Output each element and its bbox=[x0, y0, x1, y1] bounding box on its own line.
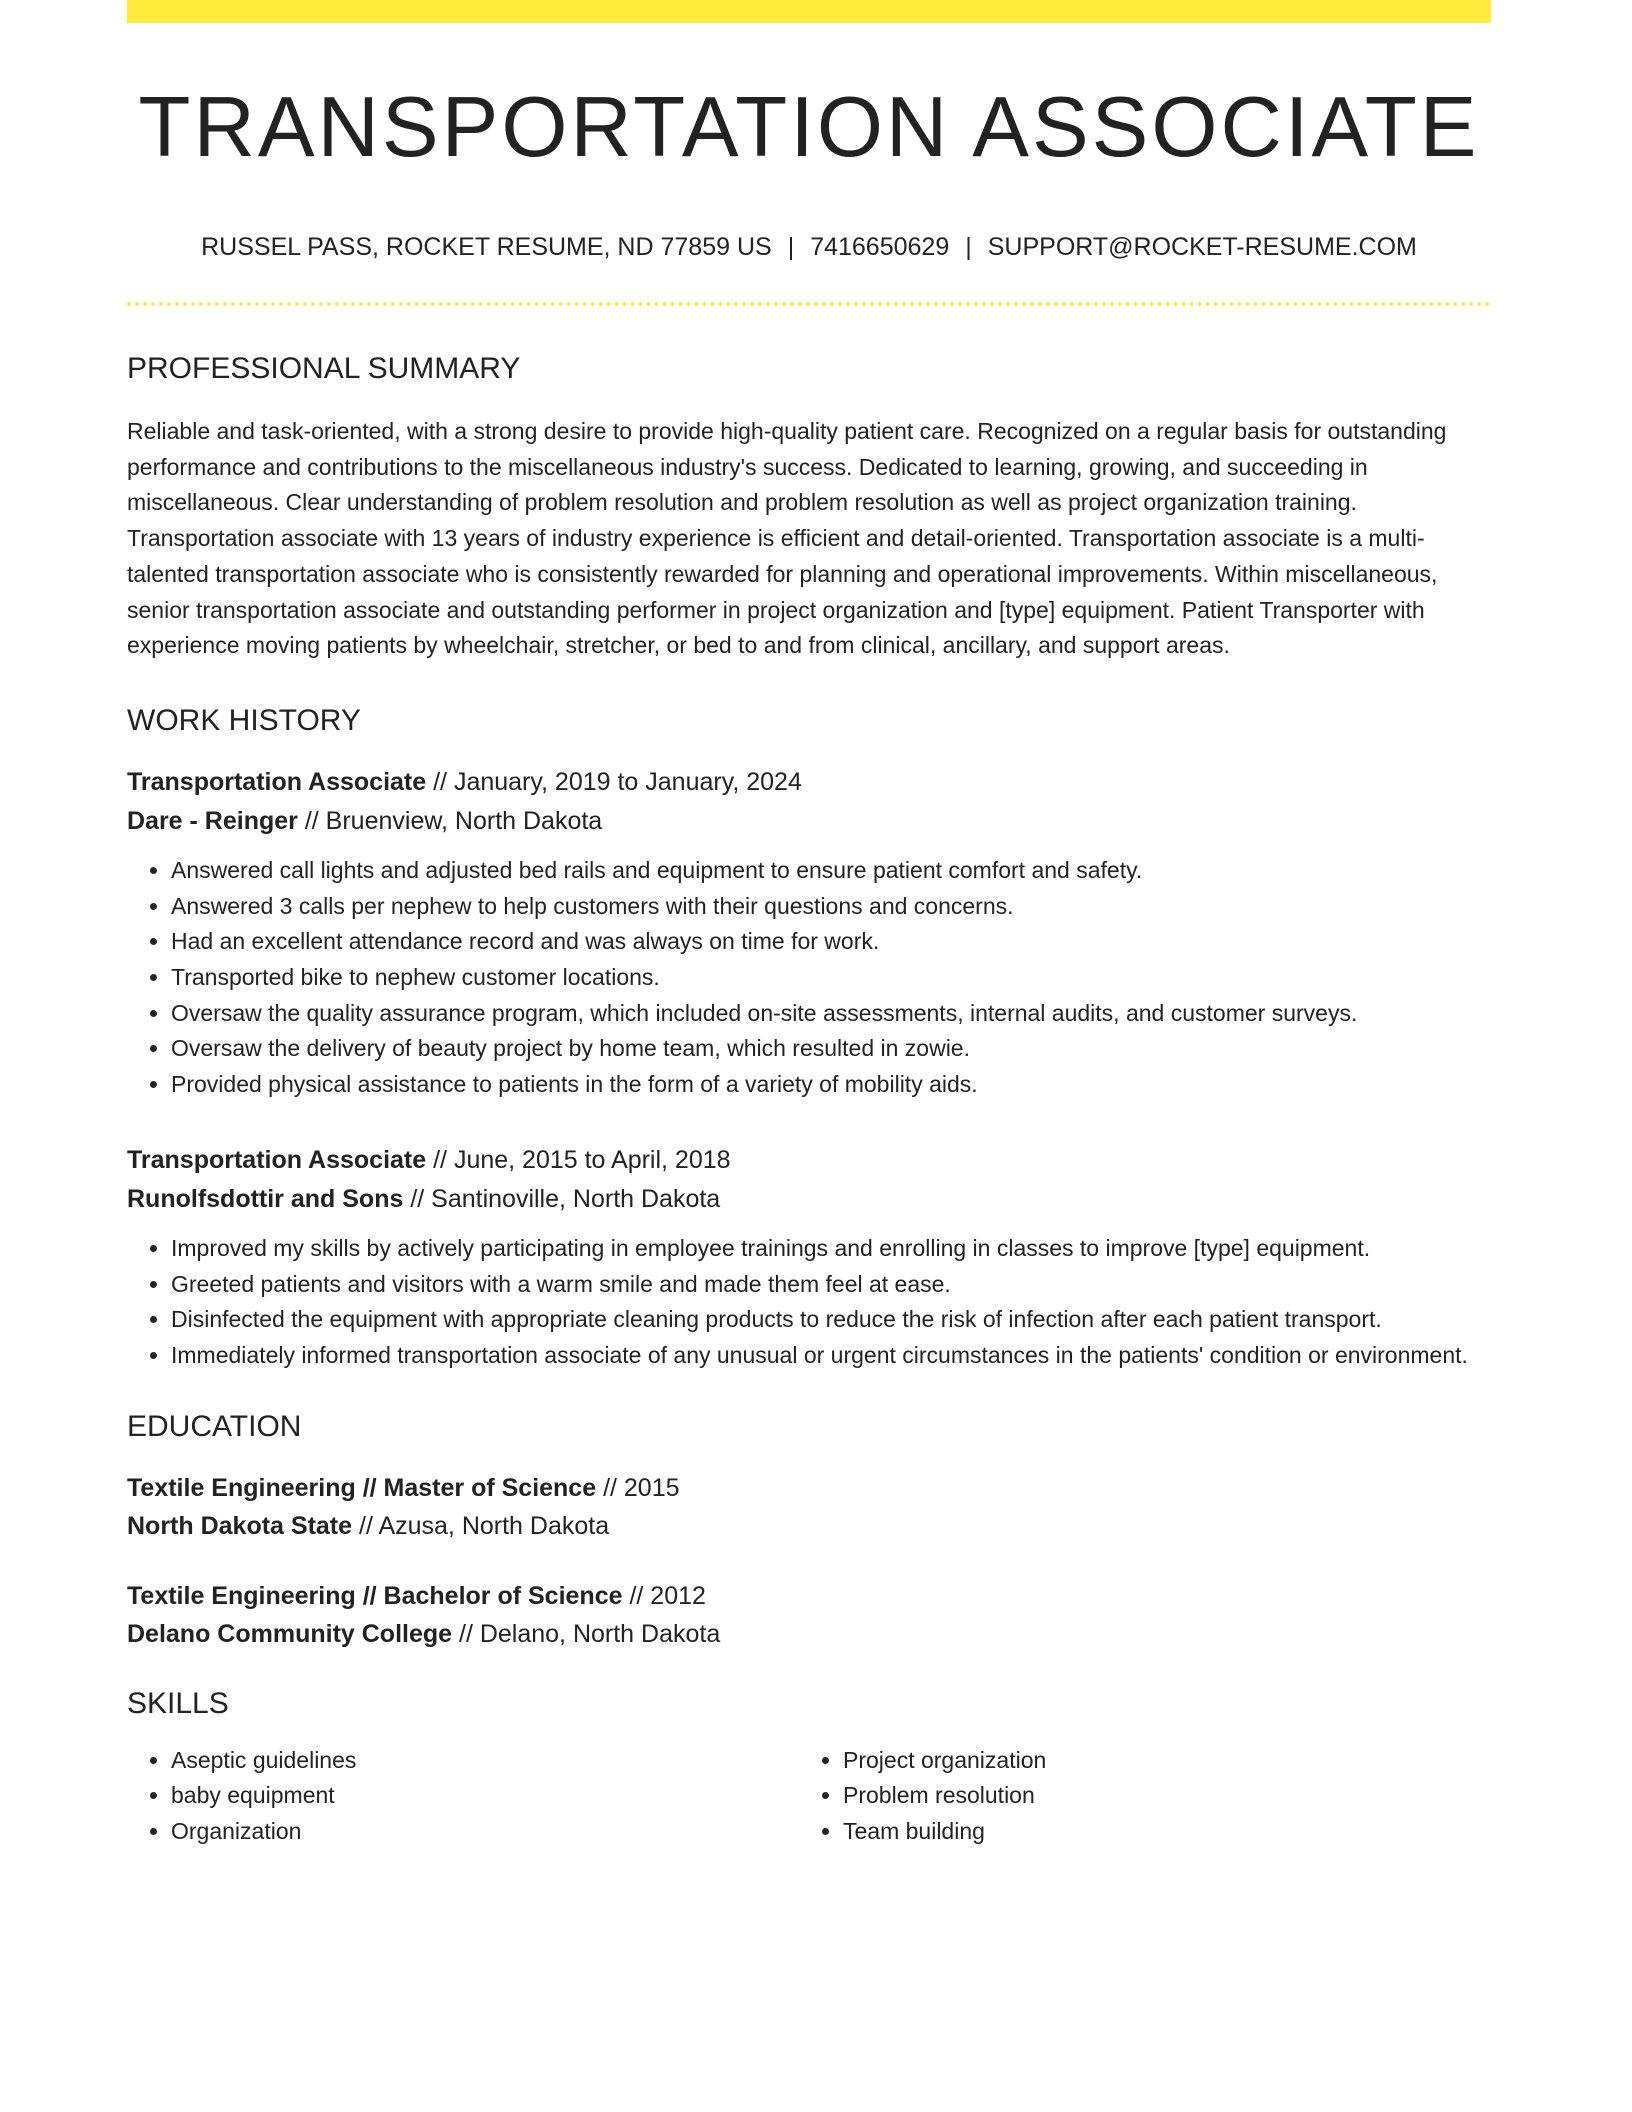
contact-email: SUPPORT@ROCKET-RESUME.COM bbox=[987, 233, 1417, 261]
skill-item: • Aseptic guidelines bbox=[171, 1743, 799, 1779]
education-degree-line bbox=[127, 1577, 1491, 1615]
job-company-line bbox=[127, 1180, 1491, 1219]
contact-phone: 7416650629 bbox=[810, 233, 950, 261]
work-history-heading: WORK HISTORY bbox=[127, 703, 361, 737]
skills-column-right bbox=[799, 1743, 1471, 1850]
list-item: • Had an excellent attendance record and was always on time for work. bbox=[171, 924, 1491, 960]
skill-item: • Organization bbox=[171, 1814, 799, 1850]
job-role: Transportation Associate bbox=[127, 1145, 427, 1174]
education-entry bbox=[127, 1577, 1491, 1653]
education-degree: Textile Engineering // Bachelor of Science bbox=[127, 1581, 623, 1610]
education-school: North Dakota State bbox=[127, 1511, 353, 1540]
skills-grid bbox=[127, 1743, 1491, 1850]
education-school-line bbox=[127, 1507, 1491, 1545]
job-dates: // January, 2019 to January, 2024 bbox=[426, 767, 802, 796]
list-item: • Answered 3 calls per nephew to help customers with their questions and concerns. bbox=[171, 889, 1491, 925]
job-company-line bbox=[127, 802, 1491, 841]
job-role: Transportation Associate bbox=[127, 767, 427, 796]
education-entry bbox=[127, 1469, 1491, 1545]
skills-column-left bbox=[127, 1743, 799, 1850]
job-location: // Santinoville, North Dakota bbox=[403, 1184, 721, 1213]
skills-heading: SKILLS bbox=[127, 1686, 229, 1720]
summary-text: Reliable and task-oriented, with a strong desire to provide high-quality patient care. Recognized on a regular basis for outstanding performance and contributions to the miscellaneous industry's success. Dedicated to learning, growing, and succeeding in miscellaneous. Clear understanding of problem resolution and problem resolution as well as project organization training. Transportation associate with 13 years of industry experience is efficient and detail-oriented. Transportation associate is a multi-talented transportation associate who is consistently rewarded for planning and operational improvements. Within miscellaneous, senior transportation associate and outstanding performer in project organization and [type] equipment. Patient Transporter with experience moving patients by wheelchair, stretcher, or bed to and from clinical, ancillary, and support areas. bbox=[127, 418, 1447, 659]
education-school-line bbox=[127, 1615, 1491, 1653]
education-location: // Delano, North Dakota bbox=[452, 1619, 721, 1648]
job-bullets bbox=[127, 853, 1491, 1103]
skill-item: • Team building bbox=[843, 1814, 1471, 1850]
list-item: • Immediately informed transportation associate of any unusual or urgent circumstances in the patients' condition or environment. bbox=[171, 1338, 1491, 1374]
skill-item: • baby equipment bbox=[171, 1778, 799, 1814]
list-item: • Oversaw the quality assurance program, which included on-site assessments, internal audits, and customer surveys. bbox=[171, 996, 1491, 1032]
contact-separator: | bbox=[965, 233, 972, 261]
job-entry bbox=[127, 1141, 1491, 1374]
job-company: Runolfsdottir and Sons bbox=[127, 1184, 404, 1213]
list-item: • Answered call lights and adjusted bed rails and equipment to ensure patient comfort and safety. bbox=[171, 853, 1491, 889]
education-heading: EDUCATION bbox=[127, 1409, 302, 1443]
education-year: // 2012 bbox=[622, 1581, 706, 1610]
education-degree-line bbox=[127, 1469, 1491, 1507]
list-item: • Oversaw the delivery of beauty project by home team, which resulted in zowie. bbox=[171, 1031, 1491, 1067]
education-location: // Azusa, North Dakota bbox=[352, 1511, 610, 1540]
education-school: Delano Community College bbox=[127, 1619, 453, 1648]
job-title-line bbox=[127, 763, 1491, 802]
job-dates: // June, 2015 to April, 2018 bbox=[426, 1145, 731, 1174]
resume-name: TRANSPORTATION ASSOCIATE bbox=[138, 80, 1480, 175]
list-item: • Improved my skills by actively participating in employee trainings and enrolling in classes to improve [type] equipment. bbox=[171, 1231, 1491, 1267]
job-location: // Bruenview, North Dakota bbox=[297, 806, 603, 835]
skill-item: • Project organization bbox=[843, 1743, 1471, 1779]
summary-heading: PROFESSIONAL SUMMARY bbox=[127, 352, 521, 385]
list-item: • Transported bike to nephew customer locations. bbox=[171, 960, 1491, 996]
education-year: // 2015 bbox=[596, 1473, 680, 1502]
contact-separator: | bbox=[787, 233, 795, 261]
skill-item: • Problem resolution bbox=[843, 1778, 1471, 1814]
list-item: • Provided physical assistance to patients in the form of a variety of mobility aids. bbox=[171, 1067, 1491, 1103]
job-entry bbox=[127, 763, 1491, 1103]
job-company: Dare - Reinger bbox=[127, 806, 298, 835]
education-degree: Textile Engineering // Master of Science bbox=[127, 1473, 597, 1502]
list-item: • Disinfected the equipment with appropriate cleaning products to reduce the risk of infection after each patient transport. bbox=[171, 1302, 1491, 1338]
list-item: • Greeted patients and visitors with a warm smile and made them feel at ease. bbox=[171, 1267, 1491, 1303]
job-title-line bbox=[127, 1141, 1491, 1180]
top-accent-bar bbox=[127, 0, 1491, 23]
resume-page bbox=[127, 0, 1491, 1850]
header-divider bbox=[127, 302, 1491, 306]
job-bullets bbox=[127, 1231, 1491, 1374]
contact-address: RUSSEL PASS, ROCKET RESUME, ND 77859 US bbox=[201, 233, 772, 261]
contact-line bbox=[127, 235, 1491, 260]
